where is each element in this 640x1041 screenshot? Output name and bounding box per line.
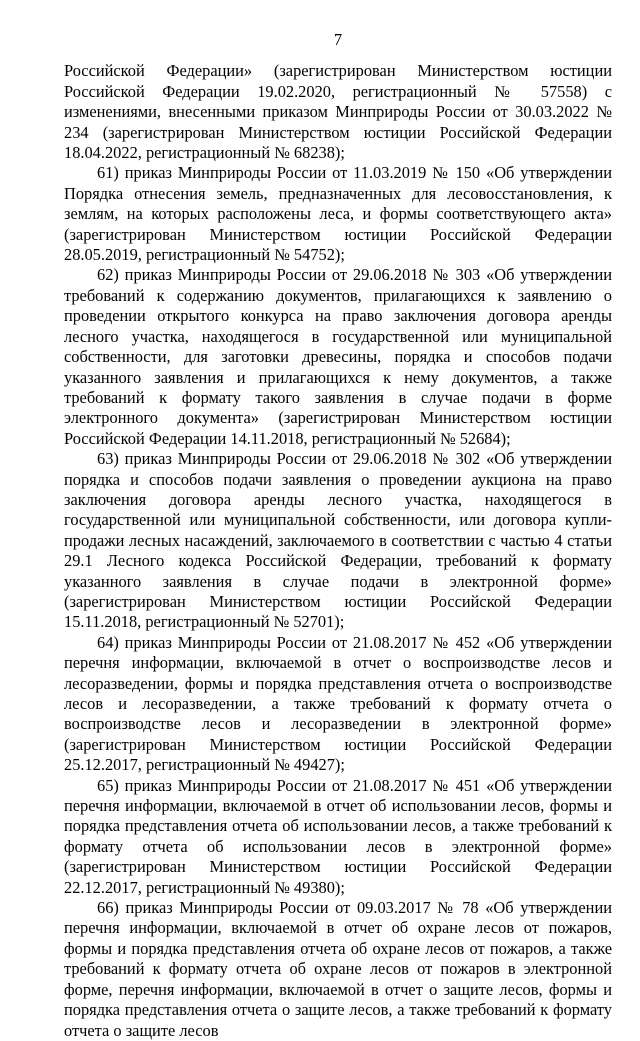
paragraph-item-66: 66) приказ Минприроды России от 09.03.2017 № 78 «Об утверждении перечня информации, включаемой в отчет об охране лесов от пожаров, формы и порядка представления отчета об охране лесов от пожаров, а также требований к формату отчета об охране лесов от пожаров в электронной форме, перечня информации, включаемой в отчет о защите лесов, формы и порядка представления отчета о защите лесов, а также требований к формату отчета о защите лесов [64, 898, 612, 1040]
paragraph-continuation: Российской Федерации» (зарегистрирован Министерством юстиции Российской Федерации 19.02.2020, регистрационный № 57558) с изменениями, внесенными приказом Минприроды России от 30.03.2022 № 234 (зарегистрирован Министерством юстиции Российской Федерации 18.04.2022, регистрационный № 68238); [64, 61, 612, 163]
document-page [64, 30, 612, 1041]
page-number: 7 [333, 30, 343, 49]
paragraph-item-65: 65) приказ Минприроды России от 21.08.2017 № 451 «Об утверждении перечня информации, включаемой в отчет об использовании лесов, формы и порядка представления отчета об использовании лесов, а также требований к формату отчета об использовании лесов в электронной форме» (зарегистрирован Министерством юстиции Российской Федерации 22.12.2017, регистрационный № 49380); [64, 775, 612, 897]
paragraph-item-63: 63) приказ Минприроды России от 29.06.2018 № 302 «Об утверждении порядка и способов подачи заявления о проведении аукциона на право заключения договора аренды лесного участка, находящегося в государственной или муниципальной собственности, или договора купли-продажи лесных насаждений, заключаемого в соответствии с частью 4 статьи 29.1 Лесного кодекса Российской Федерации, требований к формату указанного заявления в случае подачи в электронной форме» (зарегистрирован Министерством юстиции Российской Федерации 15.11.2018, регистрационный № 52701); [64, 449, 612, 632]
paragraph-item-61: 61) приказ Минприроды России от 11.03.2019 № 150 «Об утверждении Порядка отнесения земель, предназначенных для лесовосстановления, к землям, на которых расположены леса, и формы соответствующего акта» (зарегистрирован Министерством юстиции Российской Федерации 28.05.2019, регистрационный № 54752); [64, 163, 612, 265]
paragraph-item-64: 64) приказ Минприроды России от 21.08.2017 № 452 «Об утверждении перечня информации, включаемой в отчет о воспроизводстве лесов и лесоразведении, формы и порядка представления отчета о воспроизводстве лесов и лесоразведении, а также требований к формату отчета о воспроизводстве лесов и лесоразведении в электронной форме» (зарегистрирован Министерством юстиции Российской Федерации 25.12.2017, регистрационный № 49427); [64, 632, 612, 775]
paragraph-item-62: 62) приказ Минприроды России от 29.06.2018 № 303 «Об утверждении требований к содержанию документов, прилагающихся к заявлению о проведении открытого конкурса на право заключения договора аренды лесного участка, находящегося в государственной или муниципальной собственности, для заготовки древесины, порядка и способов подачи указанного заявления и прилагающихся к нему документов, а также требований к формату такого заявления в случае подачи в форме электронного документа» (зарегистрирован Министерством юстиции Российской Федерации 14.11.2018, регистрационный № 52684); [64, 265, 612, 448]
